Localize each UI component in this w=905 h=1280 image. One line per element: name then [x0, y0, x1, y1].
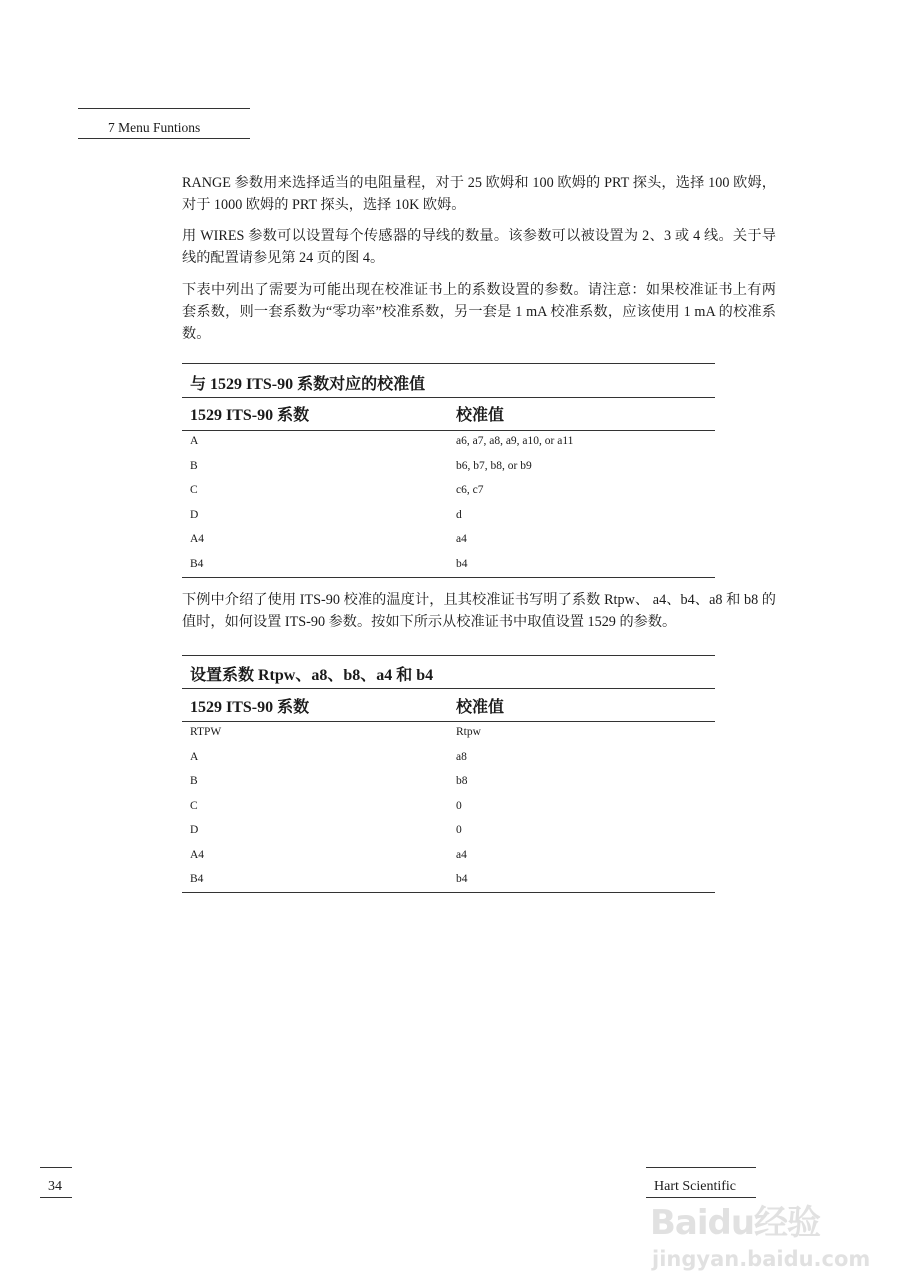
table-rule	[182, 430, 715, 431]
column-header-coefficient: 1529 ITS-90 系数	[190, 407, 310, 424]
paragraph-coefficients: 下表中列出了需要为可能出现在校准证书上的系数设置的参数。请注意：如果校准证书上有两套系数，则一套系数为“零功率”校准系数，另一套是 1 mA 校准系数，应该使用 1 mA 的校准系数。	[182, 282, 776, 342]
table-title: 与 1529 ITS-90 系数对应的校准值	[190, 376, 426, 393]
column-header-value: 校准值	[456, 407, 505, 424]
cell-value: b8	[456, 775, 468, 787]
table-rule	[182, 397, 715, 398]
cell-value: Rtpw	[456, 726, 481, 738]
cell-coefficient: B	[190, 775, 198, 787]
cell-coefficient: RTPW	[190, 726, 222, 738]
page-content	[182, 172, 776, 895]
cell-coefficient: A4	[190, 533, 205, 545]
table-rule	[182, 577, 715, 578]
column-header-value: 校准值	[456, 699, 505, 716]
cell-value: 0	[456, 824, 462, 836]
coefficient-table	[182, 363, 715, 578]
baidu-watermark-url: jingyan.baidu.com	[652, 1247, 871, 1271]
table-rule	[182, 688, 715, 689]
cell-value: c6, c7	[456, 484, 484, 496]
section-header: 7 Menu Funtions	[108, 120, 201, 135]
header-rule-bottom	[78, 138, 250, 139]
cell-coefficient: C	[190, 484, 198, 496]
footer-rule	[40, 1197, 72, 1198]
cell-coefficient: B4	[190, 558, 204, 570]
cell-coefficient: A	[190, 751, 199, 763]
table-title: 设置系数 Rtpw、a8、b8、a4 和 b4	[190, 667, 434, 684]
footer-rule	[646, 1197, 756, 1198]
column-header-coefficient: 1529 ITS-90 系数	[190, 699, 310, 716]
table-rule	[182, 721, 715, 722]
cell-value: a6, a7, a8, a9, a10, or a11	[456, 435, 574, 447]
cell-coefficient: C	[190, 800, 198, 812]
cell-value: b4	[456, 873, 468, 885]
company-name: Hart Scientific	[654, 1179, 737, 1194]
table-rule	[182, 892, 715, 893]
table-rule	[182, 655, 715, 656]
cell-coefficient: B4	[190, 873, 204, 885]
cell-value: b4	[456, 558, 468, 570]
cell-coefficient: B	[190, 460, 198, 472]
cell-value: b6, b7, b8, or b9	[456, 460, 532, 472]
paragraph-range: RANGE 参数用来选择适当的电阻量程，对于 25 欧姆和 100 欧姆的 PRT 探头，选择 100 欧姆，对于 1000 欧姆的 PRT 探头，选择 10K 欧姆。	[182, 175, 776, 213]
page-number: 34	[48, 1179, 62, 1194]
footer-rule	[40, 1167, 72, 1168]
header-rule-top	[78, 108, 250, 109]
paragraph-example: 下例中介绍了使用 ITS-90 校准的温度计，且其校准证书写明了系数 Rtpw、 a4、b4、a8 和 b8 的值时，如何设置 ITS-90 参数。按如下所示从校准证书中取值设置 1529 的参数。	[182, 592, 776, 630]
cell-value: d	[456, 509, 462, 521]
paragraph-wires: 用 WIRES 参数可以设置每个传感器的导线的数量。该参数可以被设置为 2、3 或 4 线。关于导线的配置请参见第 24 页的图 4。	[182, 228, 776, 266]
table-rule	[182, 363, 715, 364]
cell-coefficient: D	[190, 509, 199, 521]
cell-coefficient: D	[190, 824, 199, 836]
cell-coefficient: A	[190, 435, 199, 447]
cell-value: a8	[456, 751, 467, 763]
example-table	[182, 655, 715, 895]
cell-value: a4	[456, 849, 467, 861]
footer-rule	[646, 1167, 756, 1168]
baidu-watermark-logo: Baidu经验	[650, 1203, 821, 1243]
cell-coefficient: A4	[190, 849, 205, 861]
cell-value: a4	[456, 533, 467, 545]
cell-value: 0	[456, 800, 462, 812]
